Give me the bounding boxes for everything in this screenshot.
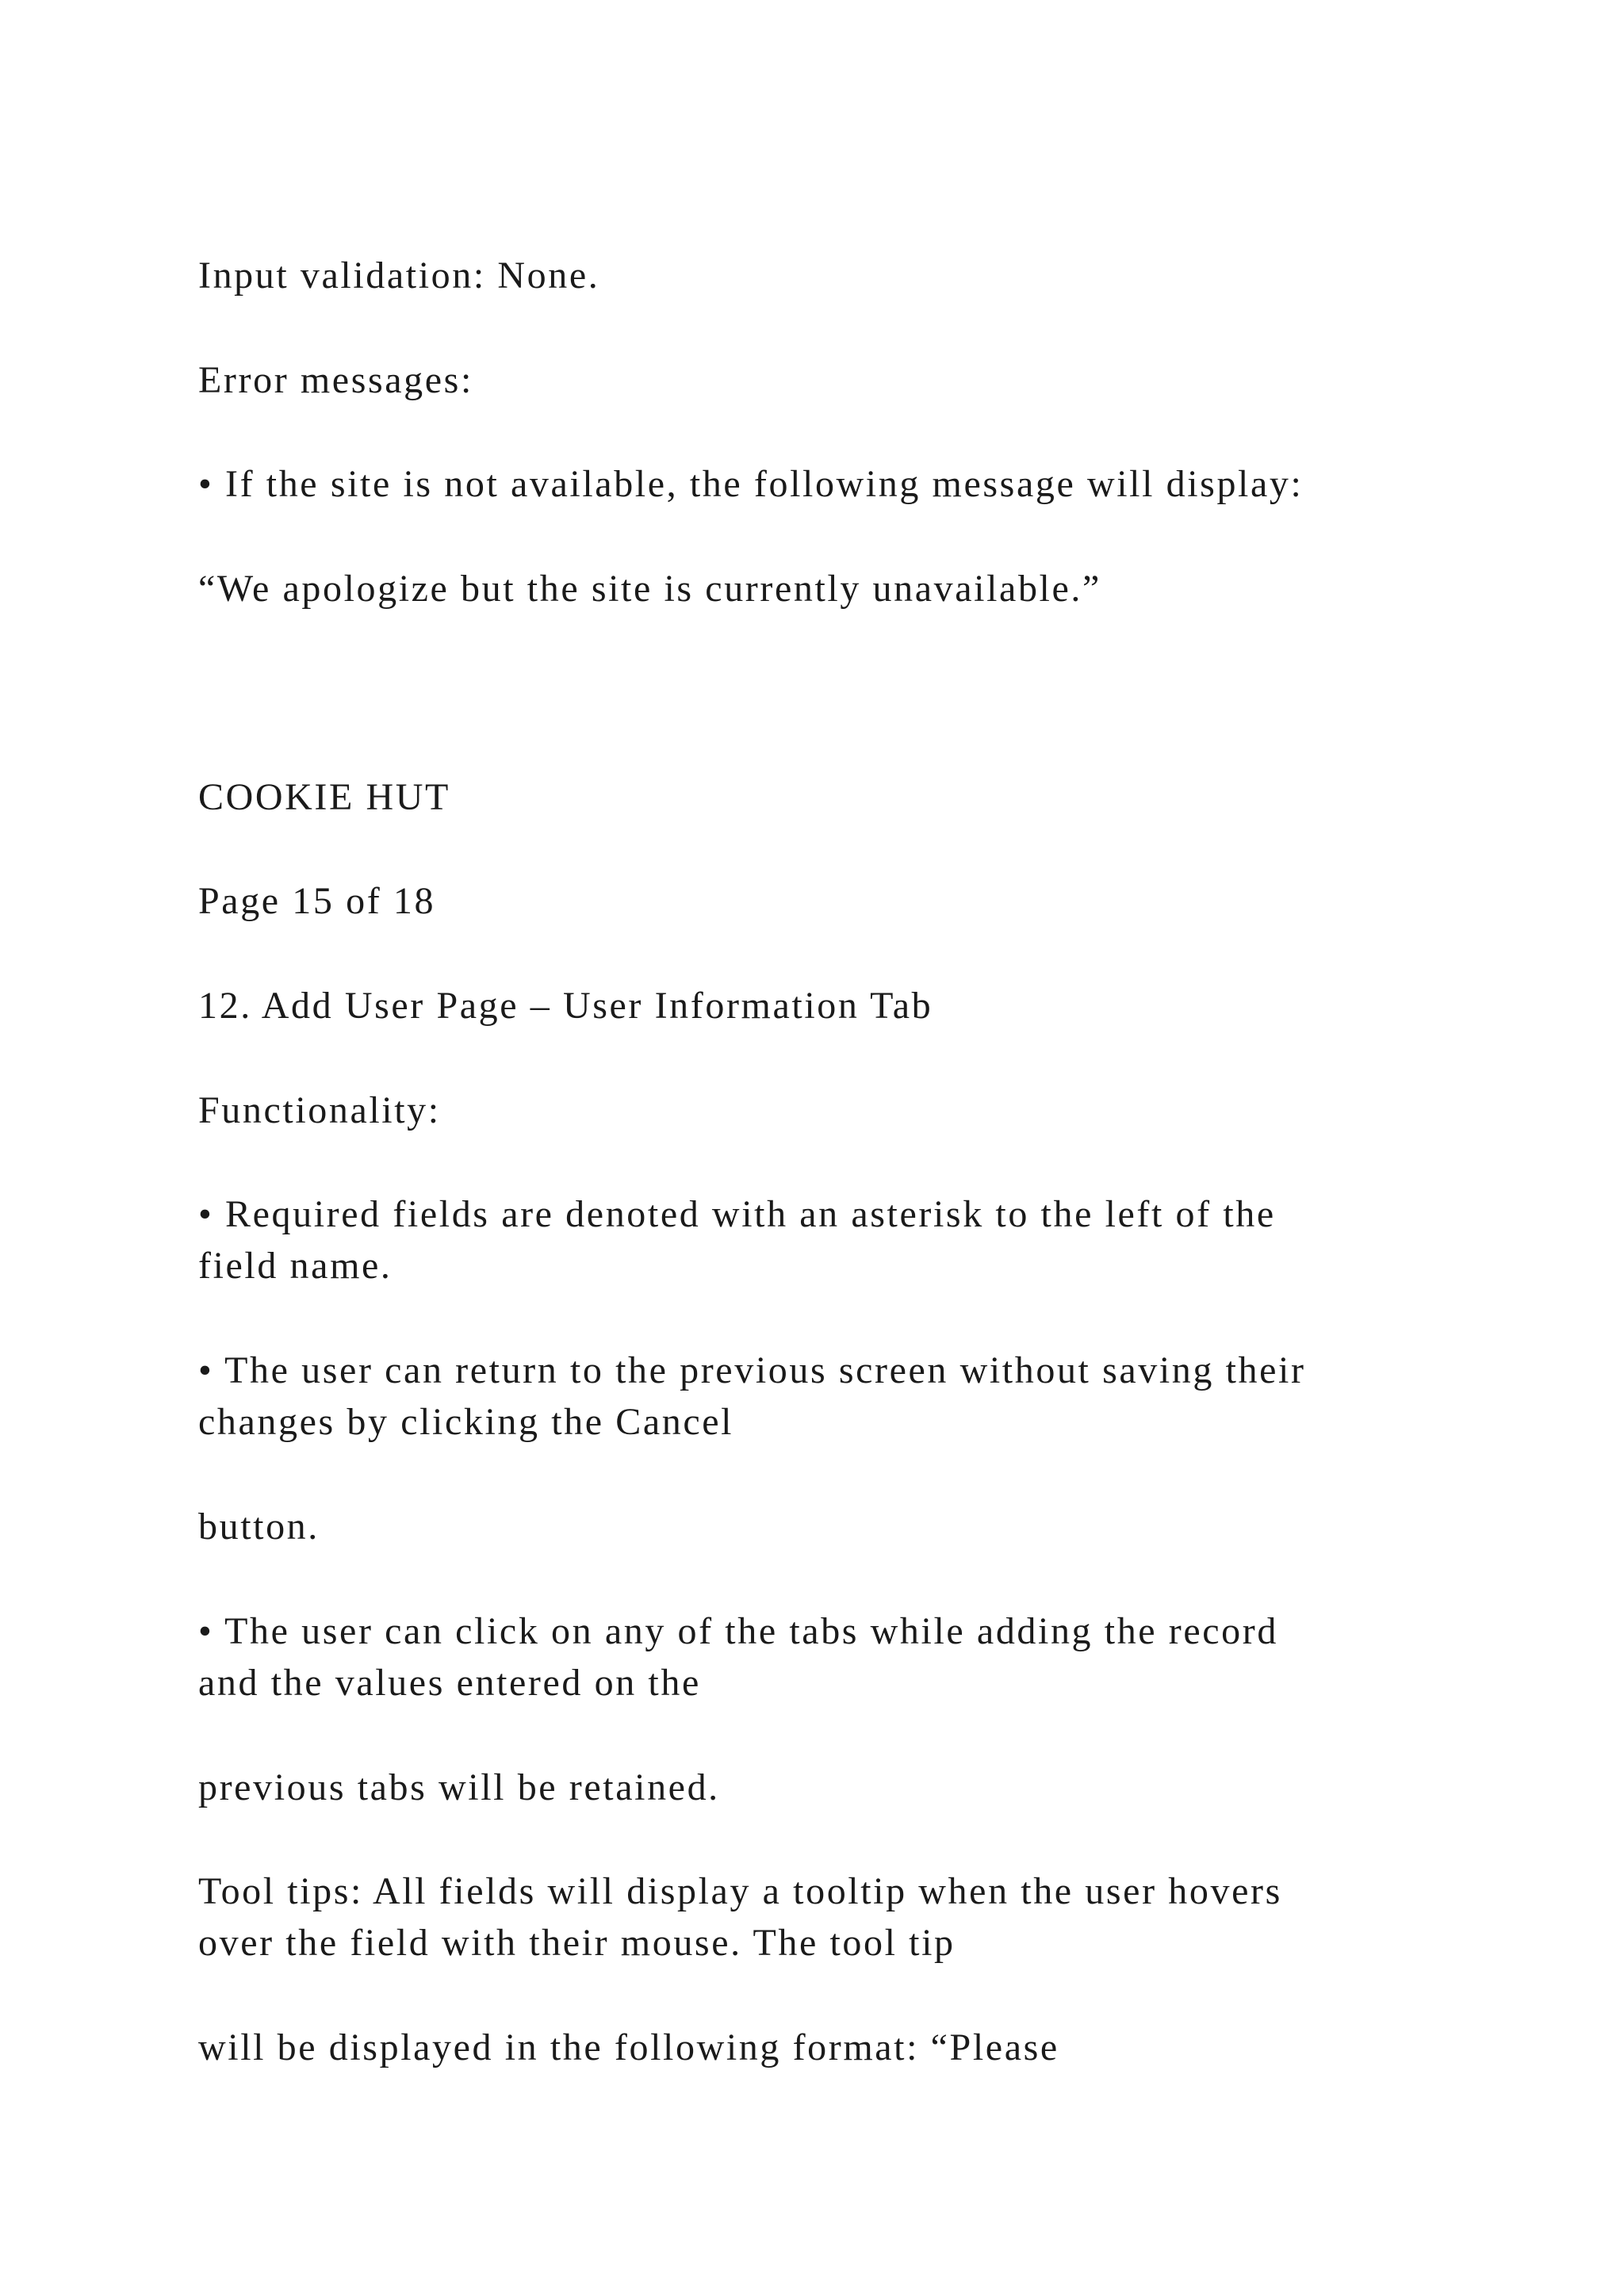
site-unavailable-bullet: • If the site is not available, the following message will display: (198, 463, 1304, 505)
required-fields-bullet: • Required fields are denoted with an asterisk to the left of the (198, 1193, 1276, 1235)
tabs-bullet: • The user can click on any of the tabs while adding the record (198, 1610, 1278, 1652)
functionality-heading: Functionality: (198, 1089, 441, 1131)
required-fields-bullet-cont: field name. (198, 1245, 393, 1287)
error-messages-heading: Error messages: (198, 359, 473, 401)
section-heading: 12. Add User Page – User Information Tab (198, 985, 933, 1027)
cancel-bullet-cont: changes by clicking the Cancel (198, 1401, 734, 1443)
input-validation-line: Input validation: None. (198, 254, 600, 297)
tabs-bullet-end: previous tabs will be retained. (198, 1766, 720, 1808)
tooltips-format-line: will be displayed in the following format: “Please (198, 2026, 1059, 2068)
tabs-bullet-cont: and the values entered on the (198, 1662, 701, 1704)
cancel-bullet: • The user can return to the previous screen without saving their (198, 1349, 1306, 1391)
cancel-bullet-end: button. (198, 1506, 320, 1548)
company-name: COOKIE HUT (198, 776, 450, 818)
tooltips-paragraph-cont: over the field with their mouse. The tool tip (198, 1922, 956, 1964)
page-number: Page 15 of 18 (198, 880, 436, 922)
unavailable-message-quote: “We apologize but the site is currently unavailable.” (198, 568, 1101, 610)
tooltips-paragraph: Tool tips: All fields will display a tooltip when the user hovers (198, 1870, 1282, 1912)
